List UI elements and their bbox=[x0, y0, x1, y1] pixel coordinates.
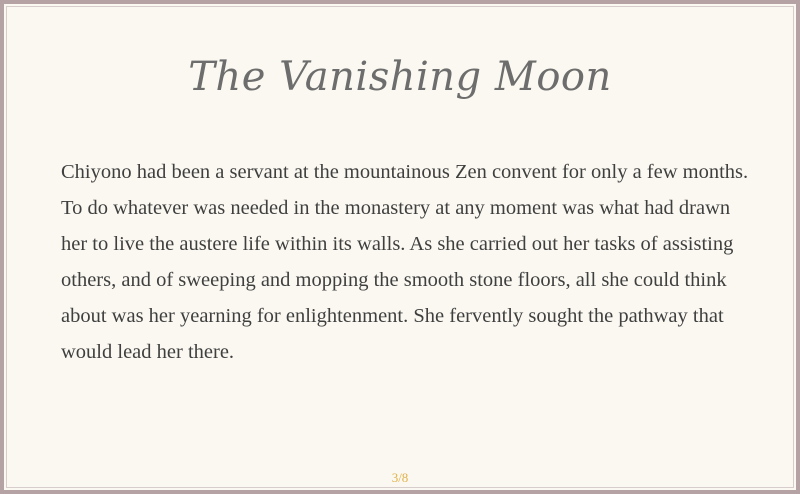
page-title: The Vanishing Moon bbox=[188, 54, 612, 100]
story-paragraph: Chiyono had been a servant at the mountainous Zen convent for only a few months. To do whatever was needed in the monastery at any moment was what had drawn her to live the austere life within its walls. As she carried out her tasks of assisting others, and of sweeping and mopping the smooth stone floors, all she could think about was her yearning for enlightenment. She fervently sought the pathway that would lead her there. bbox=[61, 161, 749, 363]
page-indicator: 3/8 bbox=[391, 470, 409, 485]
